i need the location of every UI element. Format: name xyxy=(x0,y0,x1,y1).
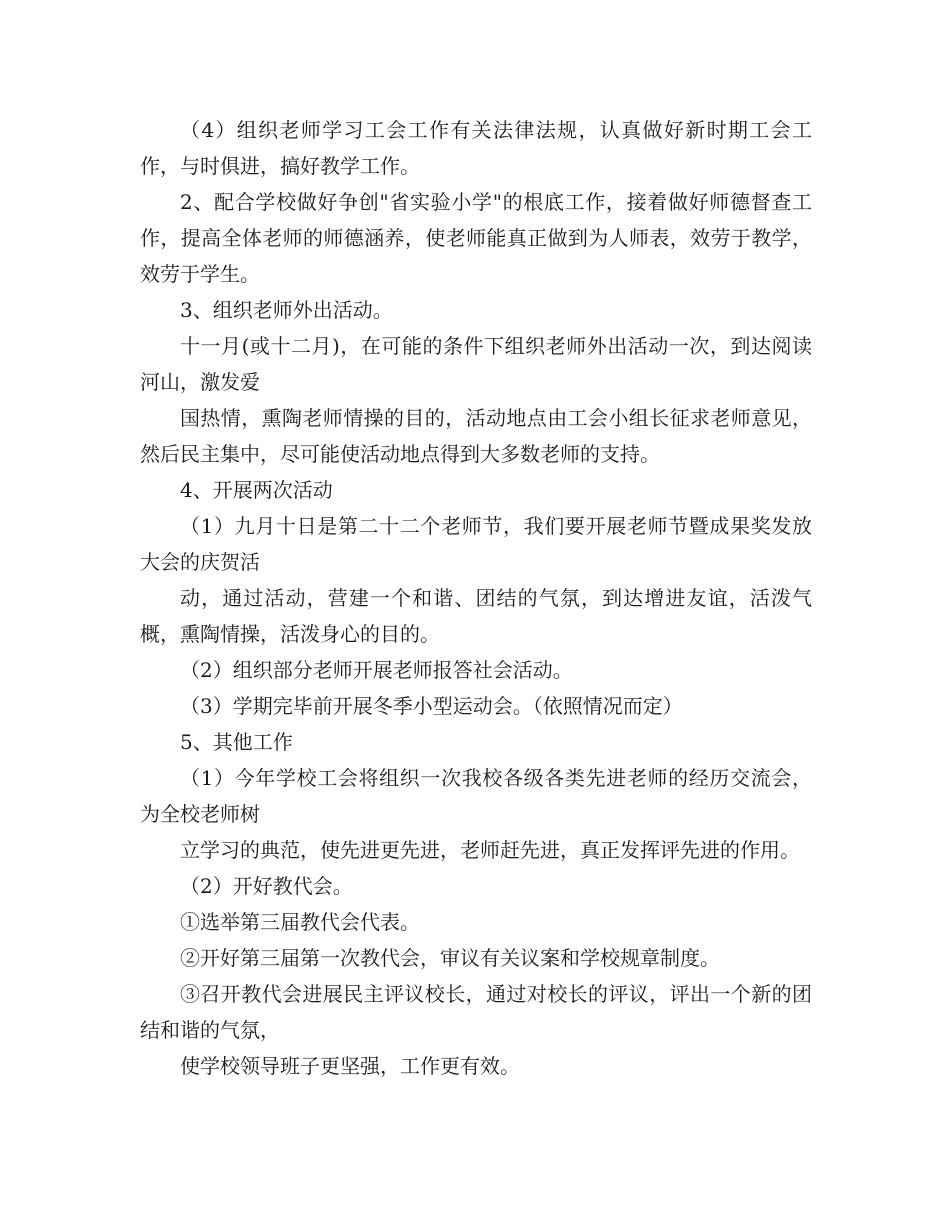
paragraph-congress-item-1: ①选举第三届教代会代表。 xyxy=(180,910,420,934)
paragraph-item-4: （4）组织老师学习工会工作有关法律法规，认真做好新时期工会工作，与时俱进，搞好教学工作。 xyxy=(140,118,812,178)
paragraph-exchange-part-1: （1）今年学校工会将组织一次我校各级各类先进老师的经历交流会，为全校老师树 xyxy=(140,766,812,826)
paragraph-outing-part-1: 十一月(或十二月)，在可能的条件下组织老师外出活动一次，到达阅读河山，激发爱 xyxy=(140,334,812,394)
paragraph-congress-heading: （2）开好教代会。 xyxy=(180,874,353,898)
document-body xyxy=(140,112,812,1084)
paragraph-congress-item-3-part-1: ③召开教代会进展民主评议校长，通过对校长的评议，评出一个新的团结和谐的气氛， xyxy=(140,982,812,1042)
paragraph-exchange-part-2: 立学习的典范，使先进更先进，老师赶先进，真正发挥评先进的作用。 xyxy=(180,838,800,862)
paragraph-congress-item-2: ②开好第三届第一次教代会，审议有关议案和学校规章制度。 xyxy=(180,946,720,970)
paragraph-teachers-day-part-1: （1）九月十日是第二十二个老师节，我们要开展老师节暨成果奖发放大会的庆贺活 xyxy=(140,514,812,574)
paragraph-outing-part-2: 国热情，熏陶老师情操的目的，活动地点由工会小组长征求老师意见，然后民主集中，尽可能使活动地点得到大多数老师的支持。 xyxy=(140,406,812,466)
paragraph-congress-item-3-part-2: 使学校领导班子更坚强，工作更有效。 xyxy=(180,1054,520,1078)
paragraph-teachers-day-part-2: 动，通过活动，营建一个和谐、团结的气氛，到达增进友谊，活泼气概，熏陶情操，活泼身心的目的。 xyxy=(140,586,812,646)
paragraph-section-2: 2、配合学校做好争创"省实验小学"的根底工作，接着做好师德督查工作，提高全体老师的师德涵养，使老师能真正做到为人师表，效劳于教学，效劳于学生。 xyxy=(140,190,812,286)
paragraph-activity-2: （2）组织部分老师开展老师报答社会活动。 xyxy=(180,658,573,682)
paragraph-section-5-heading: 5、其他工作 xyxy=(180,730,293,754)
paragraph-section-3-heading: 3、组织老师外出活动。 xyxy=(180,298,393,322)
paragraph-section-4-heading: 4、开展两次活动 xyxy=(180,478,333,502)
paragraph-activity-3: （3）学期完毕前开展冬季小型运动会。（依照情况而定） xyxy=(180,694,683,718)
